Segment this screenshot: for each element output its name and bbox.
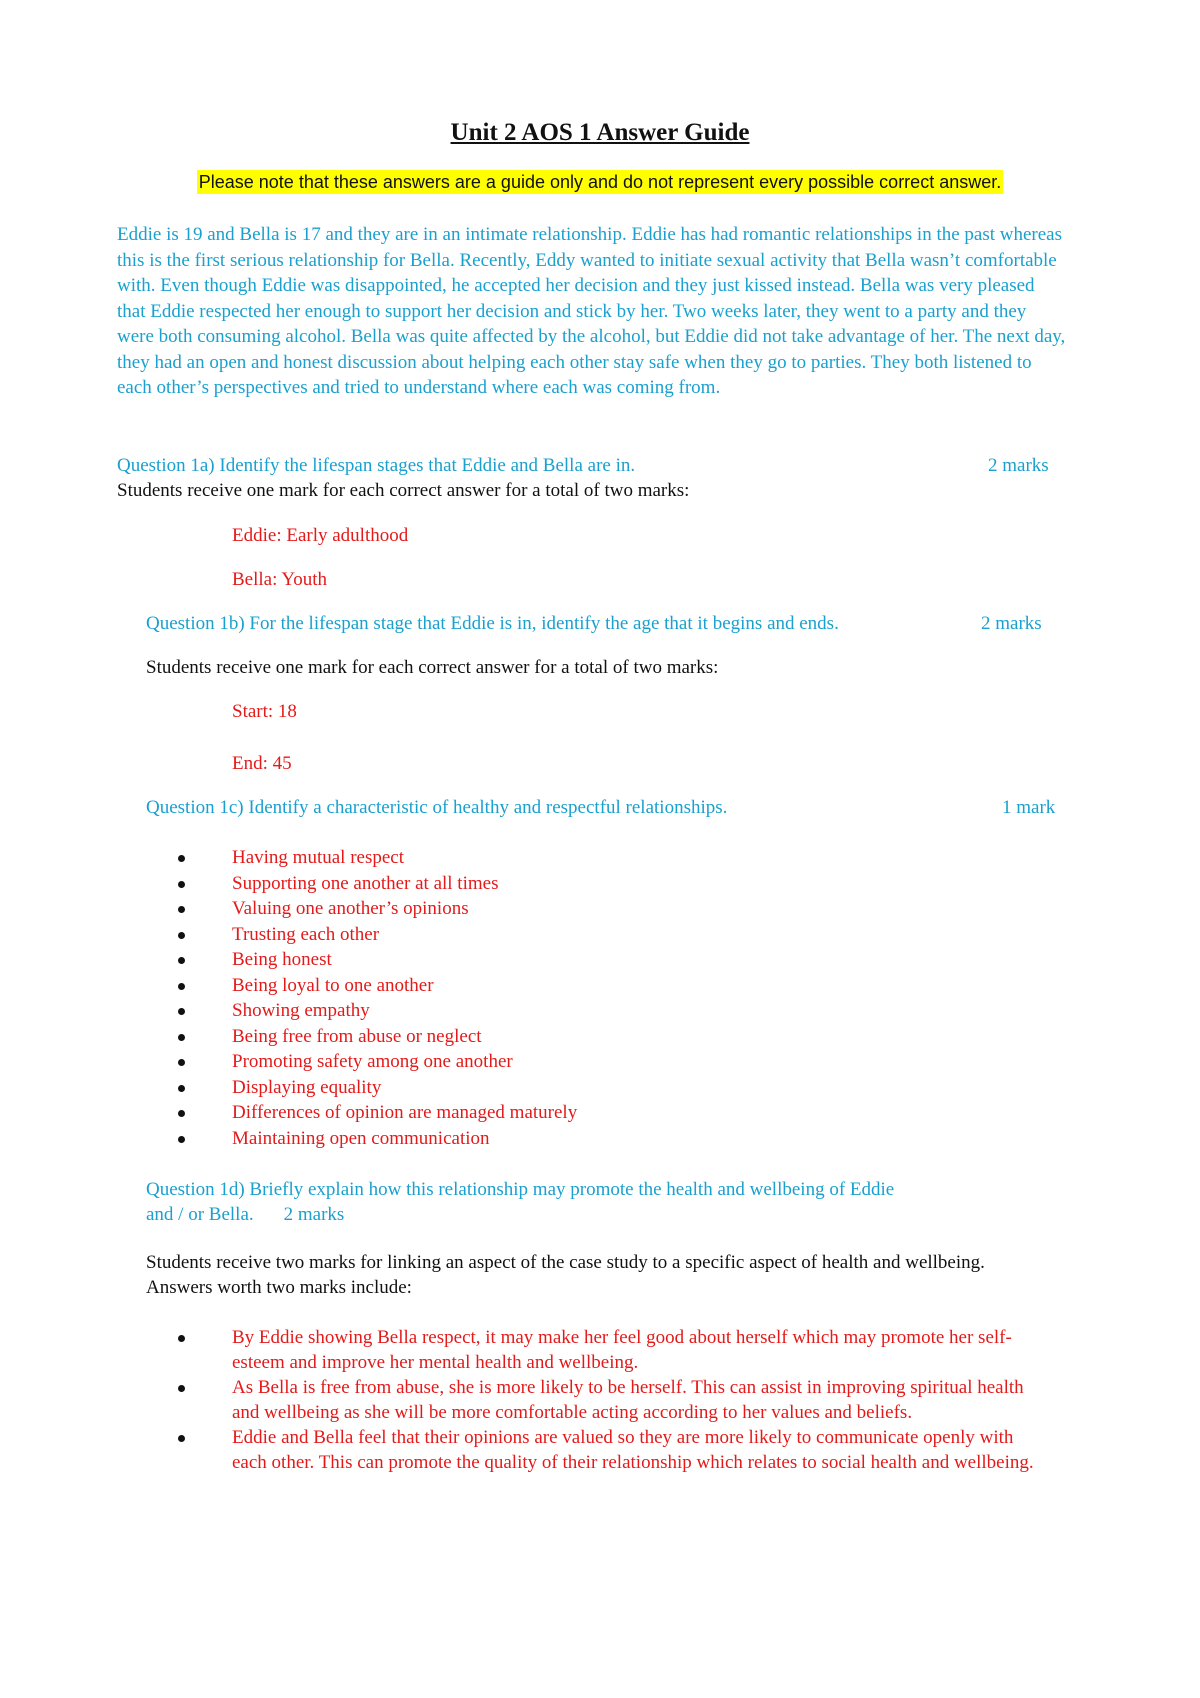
list-item: As Bella is free from abuse, she is more likely to be herself. This can assist in improving spiritual health and wellbeing as she will be more comfortable acting according to her values and beliefs.	[146, 1375, 1046, 1425]
q1c-answer-list	[146, 845, 1046, 1151]
question-1c: Question 1c) Identify a characteristic of healthy and respectful relationships.	[146, 797, 728, 818]
question-1b-answer-2: End: 45	[232, 753, 292, 774]
bullet-icon	[178, 1136, 185, 1143]
question-1a-answer-1: Eddie: Early adulthood	[232, 525, 409, 546]
question-1d-line-1: Question 1d) Briefly explain how this relationship may promote the health and wellbeing of Eddie	[146, 1179, 895, 1200]
bullet-icon	[178, 1385, 185, 1392]
list-item: Showing empathy	[146, 998, 1046, 1024]
list-item: Being loyal to one another	[146, 973, 1046, 999]
list-item: Being free from abuse or neglect	[146, 1024, 1046, 1050]
bullet-icon	[178, 1335, 185, 1342]
bullet-icon	[178, 1059, 185, 1066]
question-1b: Question 1b) For the lifespan stage that Eddie is in, identify the age that it begins and ends.	[146, 613, 839, 634]
question-1b-marks: 2 marks	[981, 613, 1042, 634]
list-item: Promoting safety among one another	[146, 1049, 1046, 1075]
disclaimer-note	[0, 170, 1200, 195]
bullet-icon	[178, 855, 185, 862]
bullet-icon	[178, 1034, 185, 1041]
list-item: Having mutual respect	[146, 845, 1046, 871]
bullet-icon	[178, 1085, 185, 1092]
case-study-paragraph: Eddie is 19 and Bella is 17 and they are in an intimate relationship. Eddie has had romantic relationships in the past whereas this is the first serious relationship for Bella. Recently, Eddy wanted to initiate sexual activity that Bella wasn’t comfortable with. Even though Eddie was disappointed, he accepted her decision and they just kissed instead. Bella was very pleased that Eddie respected her enough to support her decision and stick by her. Two weeks later, they went to a party and they were both consuming alcohol. Bella was quite affected by the alcohol, but Eddie did not take advantage of her. The next day, they had an open and honest discussion about helping each other stay safe when they go to parties. They both listened to each other’s perspectives and tried to understand where each was coming from.	[117, 224, 1066, 398]
bullet-icon	[178, 881, 185, 888]
question-1b-instruction: Students receive one mark for each correct answer for a total of two marks:	[146, 657, 719, 678]
question-1a-answer-2: Bella: Youth	[232, 569, 328, 590]
q1d-answer-list	[146, 1325, 1046, 1475]
question-1d-line-2: and / or Bella. 2 marks	[146, 1204, 345, 1225]
document-title: Unit 2 AOS 1 Answer Guide	[450, 119, 750, 146]
bullet-icon	[178, 1008, 185, 1015]
bullet-icon	[178, 932, 185, 939]
list-item: Displaying equality	[146, 1075, 1046, 1101]
list-item: Supporting one another at all times	[146, 871, 1046, 897]
question-1d-marks: 2 marks	[283, 1204, 345, 1225]
question-1c-marks: 1 mark	[1002, 797, 1056, 818]
list-item: Eddie and Bella feel that their opinions are valued so they are more likely to communicate openly with each other. This can promote the quality of their relationship which relates to social health and wellbeing.	[146, 1425, 1046, 1475]
list-item: Differences of opinion are managed maturely	[146, 1100, 1046, 1126]
highlighted-note-text: Please note that these answers are a guide only and do not represent every possible correct answer.	[198, 172, 1002, 192]
bullet-icon	[178, 1110, 185, 1117]
list-item: Maintaining open communication	[146, 1126, 1046, 1152]
list-item: Valuing one another’s opinions	[146, 896, 1046, 922]
question-1b-answer-1: Start: 18	[232, 701, 297, 722]
question-1a: Question 1a) Identify the lifespan stages that Eddie and Bella are in.	[117, 455, 636, 476]
question-1a-marks: 2 marks	[988, 455, 1049, 476]
list-item: By Eddie showing Bella respect, it may make her feel good about herself which may promote her self-esteem and improve her mental health and wellbeing.	[146, 1325, 1046, 1375]
question-1d-instruction: Students receive two marks for linking an aspect of the case study to a specific aspect of health and wellbeing. Answers worth two marks include:	[146, 1252, 985, 1298]
list-item: Trusting each other	[146, 922, 1046, 948]
bullet-icon	[178, 957, 185, 964]
question-1a-instruction: Students receive one mark for each correct answer for a total of two marks:	[117, 480, 690, 501]
list-item: Being honest	[146, 947, 1046, 973]
bullet-icon	[178, 983, 185, 990]
bullet-icon	[178, 1435, 185, 1442]
bullet-icon	[178, 906, 185, 913]
